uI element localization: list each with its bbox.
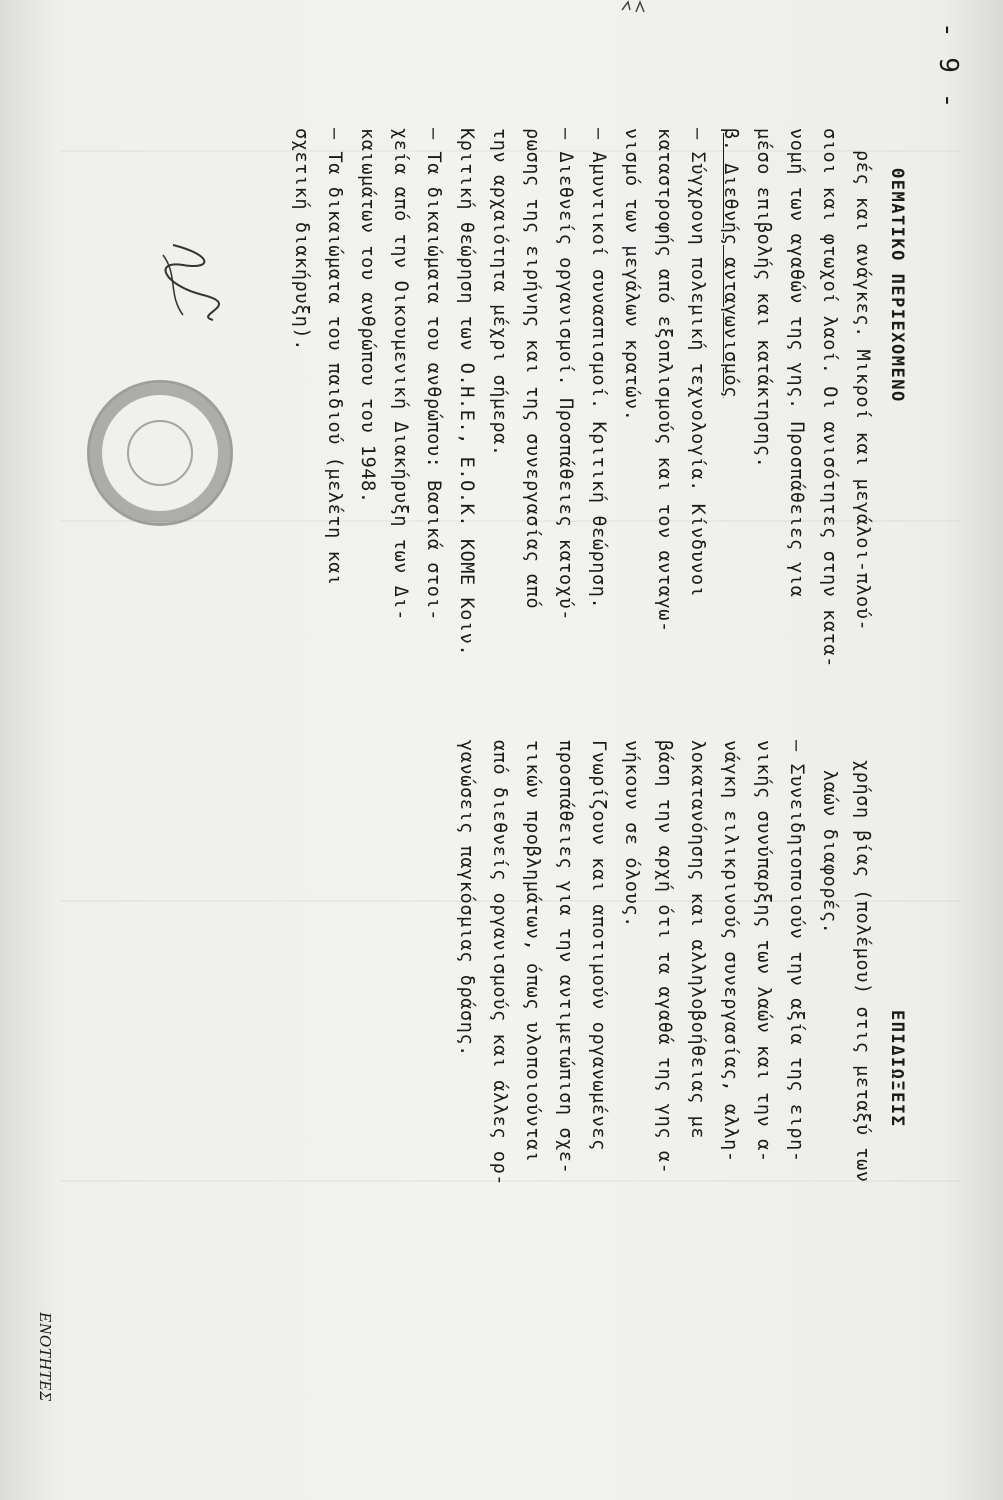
text-line: ρωσης της ειρήνης και της συνεργασίας από <box>522 128 543 610</box>
text-line: σχετική διακήρυξη). <box>291 128 312 352</box>
text-line: από διεθνείς οργανισμούς και άλλες ορ- <box>489 740 510 1187</box>
sidebar-label: ΕΝΟΤΗΤΕΣ <box>36 1312 55 1402</box>
text-line: νήκουν σε όλους. <box>621 740 642 928</box>
text-line: Γνωρίζουν και αποτιμούν οργανωμένες <box>588 740 609 1151</box>
text-line: νομή των αγαθών της γης. Προσπάθειες για <box>786 128 807 598</box>
stamp-inner-ring <box>127 420 193 486</box>
text-line: καιωμάτων του ανθρώπου του 1948. <box>357 128 378 504</box>
text-line: βάση την αρχή ότι τα αγαθά της γης α- <box>654 740 675 1175</box>
text-line: προσπάθειες για την αντιμετώπιση σχε- <box>555 740 576 1175</box>
text-line: Κριτική θεώρηση των Ο.Η.Ε., Ε.Ο.Κ. ΚΟΜΕ Κοιν. <box>456 128 477 657</box>
text-line: χρήση βίας (πολέμου) στις μεταξύ των <box>852 760 873 1183</box>
text-line: ρές και ανάγκες. Μικροί και μεγάλοι-πλού- <box>852 150 873 632</box>
section-heading-international-competition: β. Διεθνής ανταγωνισμός <box>720 128 741 398</box>
text-line: — Αμυντικοί συνασπισμοί. Κριτική θεώρηση. <box>588 128 609 610</box>
text-line: — Τα δικαιώματα του παιδιού (μελέτη και <box>324 128 345 586</box>
text-line: χεία από την Οικουμενική Διακήρυξη των Δι- <box>390 128 411 621</box>
text-line: — Σύγχρονη πολεμική τεχνολογία. Κίνδυνοι <box>687 128 708 598</box>
text-line: — Τα δικαιώματα του ανθρώπου: Βασικά στοι- <box>423 128 444 621</box>
text-line: μέσο επιβολής και κατάκτησης. <box>753 128 774 469</box>
text-line: τικών προβλημάτων, όπως υλοποιούνται <box>522 740 543 1163</box>
official-stamp-icon <box>87 380 233 526</box>
text-line: — Συνειδητοποιούν την αξία της ειρη- <box>786 740 807 1163</box>
text-line: γανώσεις παγκόσμιας δράσης. <box>456 740 477 1057</box>
column-heading-objectives: ΕΠΙΔΙΩΞΕΙΣ <box>887 1010 907 1128</box>
text-line: νισμό των μεγάλων κρατών. <box>621 128 642 422</box>
pen-mark-icon <box>620 0 650 14</box>
text-line: — Διεθνείς οργανισμοί. Προσπάθειες κατοχύ- <box>555 128 576 621</box>
text-line: σιοι και φτωχοί λαοί. Οι ανισότητες στην κατα- <box>819 128 840 668</box>
column-heading-content: ΘΕΜΑΤΙΚΟ ΠΕΡΙΕΧΟΜΕΝΟ <box>887 168 907 403</box>
text-line: λοκατανόησης και αλληλοβοήθειας με <box>687 740 708 1140</box>
text-line: λαών διαφορές. <box>819 770 840 935</box>
text-line: νάγκη ειλικρινούς συνεργασίας, αλλη- <box>720 740 741 1163</box>
text-line: καταστροφής από εξοπλισμούς και τον ανταγω- <box>654 128 675 633</box>
signature-icon <box>153 235 223 325</box>
text-line: την αρχαιότητα μέχρι σήμερα. <box>489 128 510 457</box>
page-number: - 9 - <box>933 22 963 111</box>
text-line: νικής συνύπαρξης των λαών και την α- <box>753 740 774 1163</box>
